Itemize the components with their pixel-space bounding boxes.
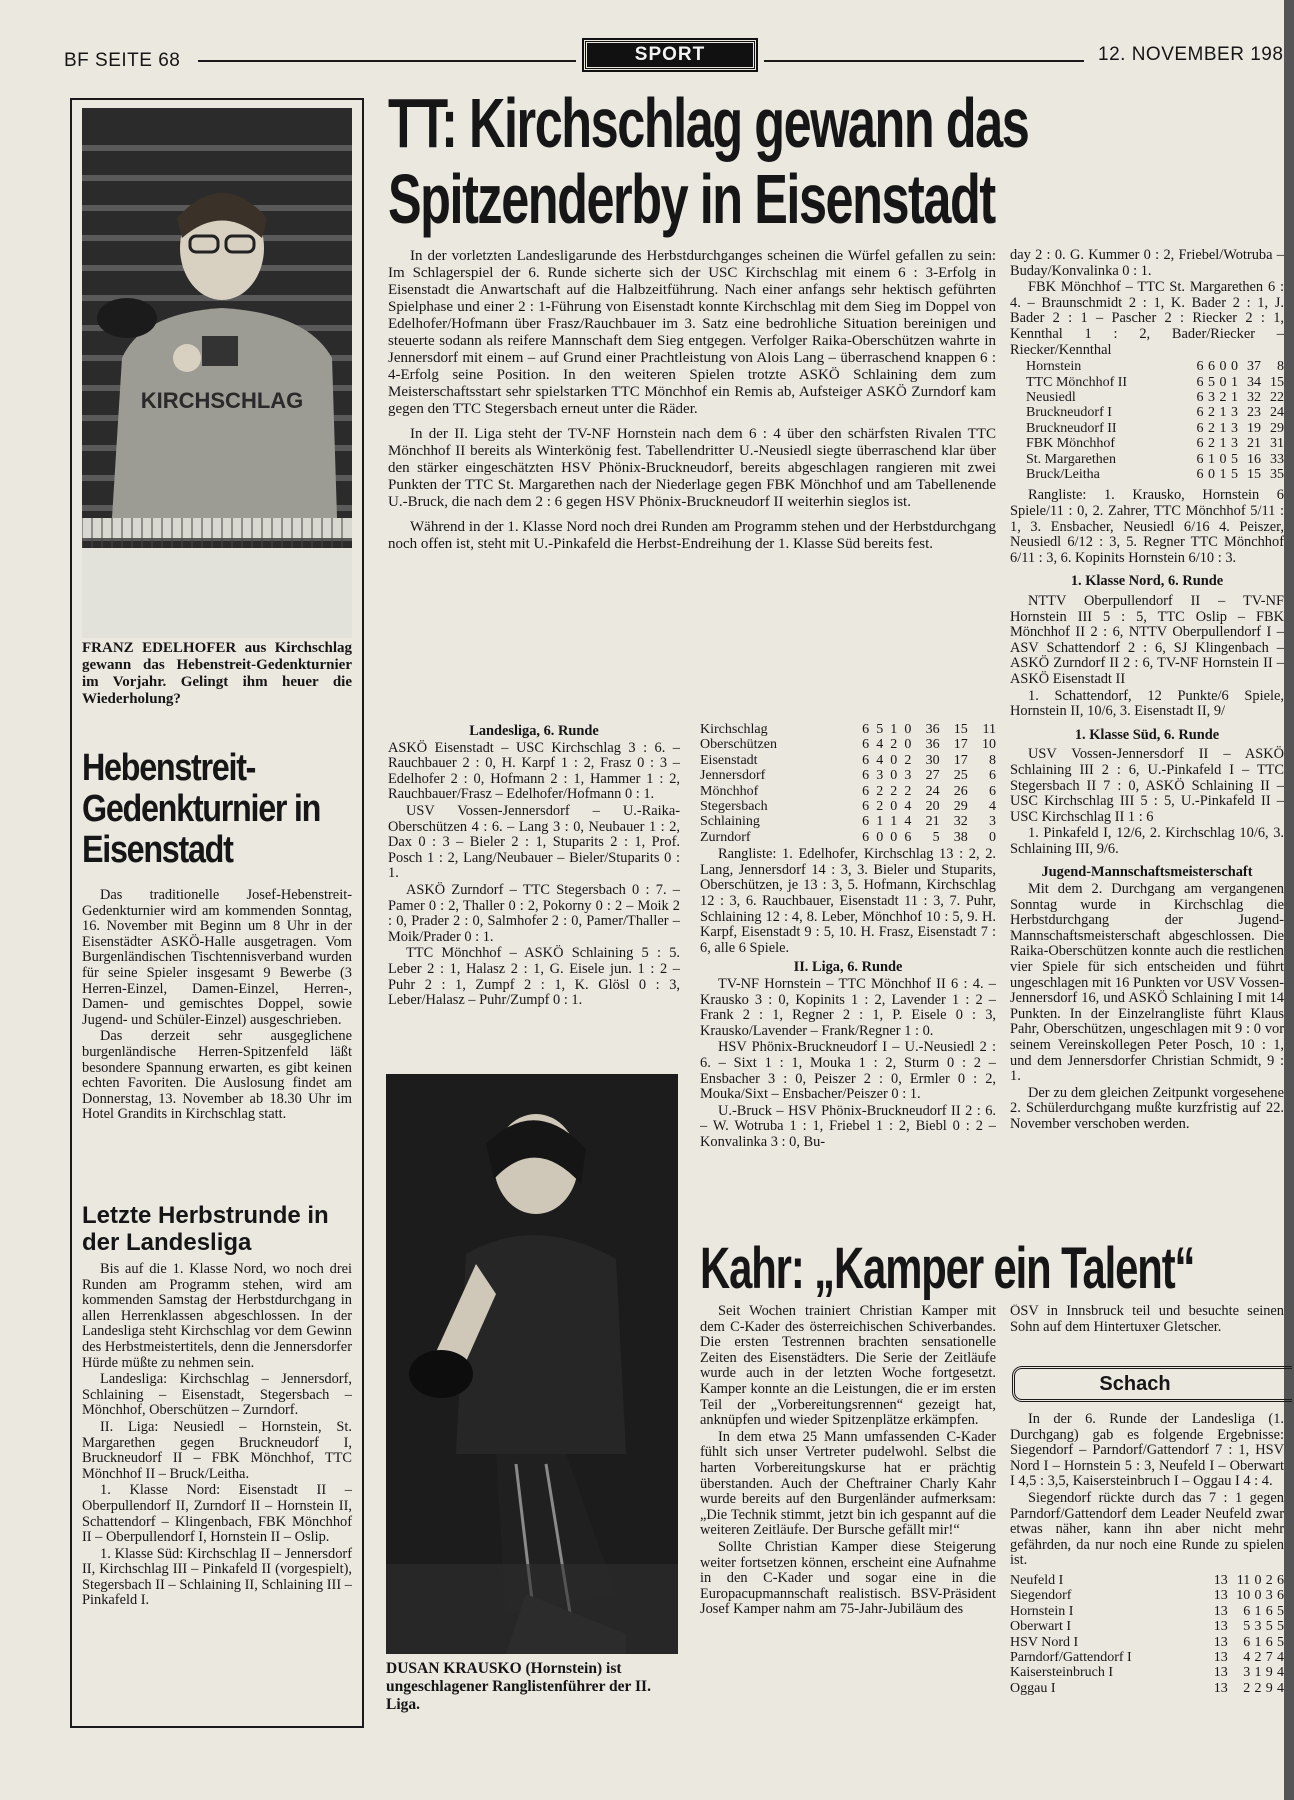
hebenstreit-headline-text: Hebenstreit-Gedenkturnier in Eisenstadt [82,747,321,871]
stat-value: 0 [1207,467,1215,482]
stat-value: 6 [1243,1603,1251,1619]
right-result-1: FBK Mönchhof – TTC St. Margarethen 6 : 4. – Braunschmidt 2 : 1, K. Bader 2 : 1, J. Bader 2 : 1 – Pascher 2 : Riecker 2 : 1, Kennthal 1 : 2, Bader/Riecker – Riecker/Kennthal [1010,279,1284,358]
stat-value: 1 [1219,436,1227,452]
stat-value: 7 [1265,1649,1273,1665]
schach-p2: Siegendorf rückte durch das 7 : 1 gegen Parndorf/Gattendorf dem Leader Neufeld zwar etwas näher, kann ihn aber nicht mehr gefährden, da nur noch eine Runde zu spielen ist. [1010,1489,1284,1569]
stat-value: 16 [1246,451,1261,467]
stat-value: 35 [1270,467,1284,482]
stat-value: 11 [982,722,996,737]
page-label: BF SEITE 68 [64,50,181,71]
stat-value: 36 [925,722,940,737]
hebenstreit-p2: Das derzeit sehr ausgeglichene burgenländische Herren-Spitzenfeld läßt besondere Spannung erwarten, es gibt keinen echten Favoriten. Die Auslosung findet am Donnerstag, 13. November ab 18.30 Uhr im Hotel Grandits in Kirchschlag statt. [82,1028,352,1123]
player-photo-krausko [386,1074,678,1654]
table-row [1010,1573,1284,1588]
stat-value: 4 [876,752,884,768]
table-row [700,814,996,829]
stat-value: 6 [862,752,870,768]
results-2liga-heading: II. Liga, 6. Runde [793,959,903,976]
stat-value: 3 [904,768,912,784]
rangliste-landesliga: Rangliste: 1. Edelhofer, Kirchschlag 13 : 2, 2. Lang, Jennersdorf 14 : 3, 3. Bieler und Stuparits, Oberschützen, je 13 : 3, 5. Hofmann, Kirchschlag 12 : 3, 6. Rauchbauer, Eisenstadt 11 : 3, 7. Puhr, Schlaining 12 : 4, 8. Leber, Mönchhof 10 : 5, 9. H. Karpf, Eisenstadt 9 : 5, 10. H. Frasz, Eisenstadt 7 : 6, alle 6 Spiele. [700,846,996,956]
stat-value: 8 [989,752,996,768]
section-badge: SPORT [584,40,756,70]
hebenstreit-p1: Das traditionelle Josef-Hebenstreit-Gedenkturnier wird am kommenden Sonntag, 16. November mit Beginn um 8 Uhr in der Eisenstädter ASKÖ-Halle ausgetragen. Vom Burgenländischen Tischtennisverband wurden für seine Spieler insgesamt 9 Bewerbe (3 Herren-Einzel, Damen-Einzel, Herren-, Damen- und gemischtes Doppel, sowie Jugend- und Schüler-Einzel) ausgeschrieben. [82,887,352,1028]
table-row [1026,359,1284,374]
team-name: Bruck/Leitha [1026,467,1100,482]
kahr-col-2 [1010,1304,1284,1336]
team-name: Oberschützen [700,737,777,753]
sued-heading: 1. Klasse Süd, 6. Runde [1074,726,1220,743]
stat-value: 17 [953,752,968,768]
team-name: Siegendorf [1010,1588,1072,1604]
team-name: Kirchschlag [700,722,768,737]
stat-value: 25 [953,768,968,784]
stat-value: 5 [932,829,940,845]
sued-rank: 1. Pinkafeld I, 12/6, 2. Kirchschlag 10/6, 3. Schlaining III, 9/6. [1010,825,1284,857]
stat-value: 24 [925,783,940,799]
kahr-headline: Kahr: „Kamper ein Talent“ [700,1236,1195,1301]
stat-value: 1 [1219,467,1227,482]
stat-value: 6 [1196,420,1204,436]
stat-value: 0 [890,799,898,815]
stat-value: 19 [1246,420,1261,436]
stat-value: 4 [904,799,912,815]
stat-value: 1 [1254,1603,1262,1619]
stat-value: 4 [1277,1680,1284,1696]
stat-value: 32 [953,814,968,830]
2liga-table [1026,359,1284,482]
team-name: Parndorf/Gattendorf I [1010,1649,1132,1665]
kahr-p1: Seit Wochen trainiert Christian Kamper mit dem C-Kader des österreichischen Schiverbandes. Die ersten Testrennen brachten sensationelle Zeiten des Eisenstädters. Die Serie der Zeitläufe wurde auch in der letzten Woche fortgesetzt. Kamper konnte an die Leistungen, die er im ersten Teil der „Vorbereitungsrennen“ gezeigt hat, anknüpfen und wieder Spitzenplätze erkämpfen. [700,1304,996,1429]
stat-value: 6 [1196,359,1204,375]
stat-value: 3 [1254,1619,1262,1635]
stat-value: 0 [989,829,996,845]
table-row [1010,1588,1284,1603]
stat-value: 6 [862,829,870,845]
nord-results: NTTV Oberpullendorf II – TV-NF Hornstein III 5 : 5, TTC Oslip – FBK Mönchhof II 2 : 6, NTTV Oberpullendorf I – ASV Schattendorf 2 : 6, SJ Klingenbach – ASKÖ Zurndorf II 2 : 6, TV-NF Hornstein II – ASKÖ Eisenstadt II [1010,592,1284,687]
stat-value: 4 [876,737,884,753]
table-row [1010,1604,1284,1619]
table-row [1026,375,1284,390]
page-edge [1284,0,1294,1800]
stat-value: 2 [1219,389,1227,405]
table-row [1010,1665,1284,1680]
stat-value: 21 [925,814,940,830]
stat-value: 9 [1265,1680,1273,1696]
stat-value: 5 [1277,1603,1284,1619]
stat-value: 5 [1207,374,1215,390]
result-3: ASKÖ Zurndorf – TTC Stegersbach 0 : 7. – Pamer 0 : 2, Thaller 0 : 2, Pokorny 0 : 2 – Moik 2 : 0, Prader 2 : 0, Salmhofer 2 : 0, Pamer/Thaller – Moik/Prader 0 : 1. [388,881,680,945]
herbstrunde-headline: Letzte Herbstrunde in der Landesliga [82,1202,329,1256]
stat-value: 5 [1230,451,1238,467]
stat-value: 5 [876,722,884,737]
table-row [1026,452,1284,467]
team-name: FBK Mönchhof [1026,436,1116,452]
stat-value: 2 [876,783,884,799]
team-name: Neufeld I [1010,1572,1064,1588]
stat-value: 1 [1254,1634,1262,1650]
stat-value: 27 [925,768,940,784]
stat-value: 6 [862,814,870,830]
player-photo-edelhofer [82,108,352,638]
right-top: day 2 : 0. G. Kummer 0 : 2, Friebel/Wotruba – Buday/Konvalinka 0 : 1. [1010,248,1284,279]
stat-value: 3 [1207,389,1215,405]
jugend-heading: Jugend-Mannschaftsmeisterschaft [1041,864,1253,881]
stat-value: 4 [1243,1649,1251,1665]
stat-value: 1 [1254,1665,1262,1681]
landesliga-table [700,722,996,845]
stat-value: 2 [890,737,898,753]
stat-value: 6 [904,829,912,845]
table-row [700,768,996,783]
team-name: Hornstein I [1010,1603,1074,1619]
stat-value: 1 [1230,389,1238,405]
hebenstreit-headline [82,748,362,871]
stat-value: 3 [989,814,996,830]
stat-value: 23 [1246,405,1261,421]
kneeling-player-image [386,1074,678,1654]
stat-value: 6 [1277,1588,1284,1604]
team-name: HSV Nord I [1010,1634,1079,1650]
stat-value: 3 [876,768,884,784]
schach-p1: In der 6. Runde der Landesliga (1. Durchgang) gab es folgende Ergebnisse: Siegendorf – Parndorf/Gattendorf 7 : 1, HSV Nord I – Hornstein 5 : 3, Neufeld I – Oberwart I 4,5 : 3,5, Kaisersteinbruch I – Oggau I 4 : 4. [1010,1412,1284,1490]
main-article [388,248,996,556]
kahr-p2: In dem etwa 25 Mann umfassenden C-Kader fühlt sich unser Vertreter pudelwohl. Selbst die harten Vorbereitungskurse hat er prächtig überstanden. Auch der Cheftrainer Charly Kahr wurde bereits auf den Burgenländer aufmerksam: „Die Technik stimmt, jetzt bin ich gespannt auf die weiteren Zeitläufe. Der Bursche gefällt mir!“ [700,1428,996,1539]
sued-results: USV Vossen-Jennersdorf II – ASKÖ Schlaining III 2 : 6, U.-Pinkafeld I – TTC Stegersbach II 7 : 0, ASKÖ Schlaining II – USC Kirchschlag III 5 : 5, U.-Pinkafeld II – USC Kirchschlag II 1 : 6 [1010,746,1284,825]
stat-value: 17 [953,737,968,753]
stat-value: 6 [989,783,996,799]
schach-table [1010,1573,1284,1696]
team-name: Oberwart I [1010,1619,1072,1635]
jugend-p1: Mit dem 2. Durchgang am vergangenen Sonntag wurde in Kirchschlag die Herbstdurchgang der Jugend-Mannschaftsmeisterschaft abgeschlossen. Die Raika-Oberschützen konnte auch die restlichen vier Spiele für sich entscheiden und führt ungeschlagen mit 16 Punkten vor USV Vossen-Jennersdorf 16, und ASKÖ Schlaining I mit 14 Punkten. In der Einzelrangliste führt Klaus Pahr, Oberschützen, ungeschlagen mit 9 : 0 vor seinem Vereinskollegen Peter Posch, 10 : 1, und dem Jennersdorfer Christian Schmidt, 9 : 1. [1010,881,1284,1085]
stat-value: 6 [1243,1634,1251,1650]
stat-value: 6 [862,737,870,753]
stat-value: 30 [925,752,940,768]
stat-value: 0 [1254,1588,1262,1604]
stat-value: 13 [1213,1680,1228,1696]
table-row [700,737,996,752]
table-row [700,722,996,737]
table-row [700,784,996,799]
stat-value: 13 [1213,1588,1228,1604]
stat-value: 5 [1277,1634,1284,1650]
stat-value: 3 [1230,420,1238,436]
schach-heading: Schach [1099,1373,1171,1395]
stat-value: 29 [953,799,968,815]
stat-value: 10 [1236,1588,1251,1604]
stat-value: 1 [1230,374,1238,390]
left-photo-caption: FRANZ EDELHOFER aus Kirchschlag gewann das Hebenstreit-Gedenkturnier im Vorjahr. Gelingt ihm heuer die Wiederholung? [82,640,352,707]
table-row [700,753,996,768]
stat-value: 15 [1246,467,1261,482]
issue-date: 12. NOVEMBER 198 [1098,44,1284,65]
herbstrunde-p5: 1. Klasse Süd: Kirchschlag II – Jennersdorf II, Kirchschlag III – Pinkafeld II (vorgespielt), Stegersbach II – Schlaining II, Schlaining III – Pinkafeld I. [82,1545,352,1609]
stat-value: 0 [904,722,912,737]
team-name: Zurndorf [700,829,751,845]
kahr-p3: Sollte Christian Kamper diese Steigerung weiter fortsetzen können, erscheint eine Aufnahme in den C-Kader und sogar eine in die Europacupmannschaft realistisch. BSV-Präsident Josef Kamper nahm am 75-Jahr-Jubiläum des [700,1538,996,1618]
stat-value: 0 [1254,1572,1262,1588]
stat-value: 6 [862,768,870,784]
table-row [700,830,996,845]
stat-value: 6 [1196,405,1204,421]
herbstrunde-p2: Landesliga: Kirchschlag – Jennersdorf, Schlaining – Eisenstadt, Stegersbach – Mönchhof, Oberschützen – Zurndorf. [82,1371,352,1419]
stat-value: 2 [1207,436,1215,452]
stat-value: 0 [890,752,898,768]
team-name: Eisenstadt [700,752,758,768]
stat-value: 3 [1230,405,1238,421]
stat-value: 4 [1277,1665,1284,1681]
stat-value: 1 [1207,451,1215,467]
stat-value: 0 [876,829,884,845]
middle-photo-caption: DUSAN KRAUSKO (Hornstein) ist ungeschlagener Ranglistenführer der II. Liga. [386,1660,651,1713]
stat-value: 29 [1270,420,1284,436]
stat-value: 0 [1219,359,1227,375]
schach-body [1010,1412,1284,1696]
stat-value: 1 [1219,420,1227,436]
stat-value: 1 [876,814,884,830]
stat-value: 34 [1246,374,1261,390]
result-2liga-1: TV-NF Hornstein – TTC Mönchhof II 6 : 4. – Krausko 3 : 0, Kopinits 1 : 2, Lavender 1 : 2 – Frank 2 : 1, Regner 2 : 1, P. Eisele 0 : 3, Krausko/Lavender – Frank/Regner 1 : 0. [700,976,996,1039]
stat-value: 2 [876,799,884,815]
team-name: Jennersdorf [700,768,766,784]
stat-value: 3 [1243,1665,1251,1681]
right-rangliste: Rangliste: 1. Krausko, Hornstein 6 Spiele/11 : 0, 2. Zahrer, TTC Mönchhof 5/11 : 1, 3. Ensbacher, Neusiedl 6/16 4. Peiszer, Neusiedl 6/12 : 3, 5. Regner TTC Mönchhof 6/11 : 3, 6. Kopinits Hornstein 6/10 : 3. [1010,487,1284,566]
stat-value: 13 [1213,1572,1228,1588]
main-headline-line2: Spitzenderby in Eisenstadt [388,160,995,238]
team-name: Mönchhof [700,783,759,799]
stat-value: 6 [1196,467,1204,482]
stat-value: 0 [1219,374,1227,390]
stat-value: 5 [1243,1619,1251,1635]
team-name: Kaisersteinbruch I [1010,1665,1114,1681]
table-row [1026,436,1284,451]
stat-value: 2 [904,783,912,799]
stat-value: 32 [1246,389,1261,405]
stat-value: 6 [1207,359,1215,375]
stat-value: 36 [925,737,940,753]
team-name: TTC Mönchhof II [1026,374,1128,390]
stat-value: 2 [904,752,912,768]
table-row [1010,1619,1284,1634]
main-article-p3: Während in der 1. Klasse Nord noch drei Runden am Programm stehen und der Herbstdurchgang noch offen ist, steht mit U.-Pinkafeld die Herbst-Endreihung der 1. Klasse Süd bereits fest. [388,519,996,552]
table-row [1026,405,1284,420]
stat-value: 5 [1230,467,1238,482]
result-1: ASKÖ Eisenstadt – USC Kirchschlag 3 : 6. – Rauchbauer 2 : 0, H. Karpf 1 : 2, Frasz 0 : 3 – Edelhofer 2 : 0, Hofmann 2 : 1, Hammer 1 : 2, Rauchbauer/Frasz – Edelhofer/Hofmann 0 : 1. [388,739,680,803]
stat-value: 6 [989,768,996,784]
kahr-col-1 [700,1304,996,1619]
stat-value: 22 [1270,389,1284,405]
stat-value: 20 [925,799,940,815]
team-name: St. Margarethen [1026,451,1116,467]
stat-value: 5 [1277,1619,1284,1635]
table-row [1026,390,1284,405]
stat-value: 2 [1254,1680,1262,1696]
stat-value: 37 [1246,359,1261,375]
table-row [1010,1681,1284,1696]
stat-value: 10 [982,737,996,753]
stat-value: 13 [1213,1619,1228,1635]
stat-value: 11 [1236,1572,1251,1588]
stat-value: 2 [1243,1680,1251,1696]
nord-rank: 1. Schattendorf, 12 Punkte/6 Spiele, Hornstein II, 10/6, 3. Eisenstadt II, 9/ [1010,687,1284,720]
jugend-p2: Der zu dem gleichen Zeitpunkt vorgesehene 2. Schülerdurchgang mußte kurzfristig auf 22. November verschoben werden. [1010,1084,1284,1132]
stat-value: 4 [989,799,996,815]
table-tennis-player-image [82,108,352,638]
stat-value: 13 [1213,1603,1228,1619]
stat-value: 6 [1196,374,1204,390]
stat-value: 6 [862,783,870,799]
stat-value: 13 [1213,1649,1228,1665]
stat-value: 9 [1265,1665,1273,1681]
nord-heading: 1. Klasse Nord, 6. Runde [1070,573,1224,590]
stat-value: 1 [1219,405,1227,421]
result-2liga-2: HSV Phönix-Bruckneudorf I – U.-Neusiedl 2 : 6. – Sixt 1 : 1, Mouka 1 : 2, Sturm 0 : 2 – Ensbacher 3 : 0, Peiszer 2 : 0, Ermler 0 : 2, Mouka/Sixt – Ensbacher/Peiszer 0 : 1. [700,1039,996,1103]
table-row [1010,1635,1284,1650]
team-name: Schlaining [700,814,760,830]
result-4: TTC Mönchhof – ASKÖ Schlaining 5 : 5. Leber 2 : 1, Halasz 2 : 1, G. Eisele jun. 1 : 2 – Puhr 2 : 1, Zumpf 2 : 1, K. Glösl 0 : 3, Leber/Halasz – Puhr/Zumpf 0 : 1. [388,945,680,1009]
herbstrunde-p4: 1. Klasse Nord: Eisenstadt II – Oberpullendorf II, Zurndorf II – Hornstein II, Schattendorf – Klingenbach, FBK Mönchhof II – Oberpullendorf I, Hornstein II – Oslip. [82,1482,352,1546]
stat-value: 6 [862,799,870,815]
schach-heading-box [1012,1366,1292,1402]
stat-value: 6 [1196,436,1204,452]
stat-value: 0 [890,829,898,845]
team-name: Bruckneudorf I [1026,405,1112,421]
shirt-text: KIRCHSCHLAG [140,388,304,413]
right-column [1010,248,1284,1134]
main-article-p1: In der vorletzten Landesligarunde des Herbstdurchganges scheinen die Würfel gefallen zu sein: Im Schlagerspiel der 6. Runde sicherte sich der USC Kirchschlag mit einem 6 : 3-Erfolg in Eisenstadt die Anwartschaft auf die Halbzeitführung. Nach einer anfangs sehr hektisch geführten Spielphase und einer 2 : 1-Führung von Eisenstadt konnte Kirchschlag mit dem Sieg im Doppel von Edelhofer/Hofmann über Frasz/Rauchbauer im 3. Satz eine bedrohliche Situation bereinigen und steuerte sodann als reifere Mannschaft dem Sieg entgegen. Verfolger Raika-Oberschützen wahrte in Jennersdorf mit einem – auf Grund einer Prachtleistung von Alois Lang – überraschend knappen 6 : 4-Erfolg seine Position. In den weiteren Spielen trotzte ASKÖ Schlaining dem zum Meisterschaftsstart sehr spielstarken TTC Mönchhof ein Remis ab, Aufsteiger ASKÖ Zurndorf kam gegen den TTC Stegersbach erneut unter die Räder. [388,248,996,417]
stat-value: 2 [1265,1572,1273,1588]
team-name: Bruckneudorf II [1026,420,1117,436]
stat-value: 3 [1230,436,1238,452]
team-name: Neusiedl [1026,389,1076,405]
herbstrunde-body [82,1262,352,1610]
stat-value: 24 [1270,405,1284,421]
table-row [1010,1650,1284,1665]
stat-value: 6 [1196,451,1204,467]
stat-value: 33 [1270,451,1284,467]
stat-value: 6 [1277,1572,1284,1588]
stat-value: 0 [890,768,898,784]
stat-value: 3 [1265,1588,1273,1604]
stat-value: 38 [953,829,968,845]
herbstrunde-p3: II. Liga: Neusiedl – Hornstein, St. Margarethen gegen Bruckneudorf I, Bruckneudorf II – FBK Mönchhof, TTC Mönchhof II – Bruck/Leitha. [82,1418,352,1482]
results-landesliga [388,724,680,1010]
stat-value: 4 [904,814,912,830]
results-mid-column [700,722,996,1152]
main-article-p2: In der II. Liga steht der TV-NF Hornstein nach dem 6 : 4 über den schärfsten Rivalen TTC Mönchhof II bereits als Winterkönig fest. Tabellendritter U.-Neusiedl siegte überraschend klar über den stärker eingeschätzten HSV Phönix-Bruckneudorf, bereits abgeschlagen rangieren mit zwei Punkten der TTC St. Margarethen nach der Niederlage gegen FBK Mönchhof und am Tabellenende U.-Bruck, die nach dem 2 : 6 gegen HSV Phönix-Bruckneudorf II weiterhin sieglos ist. [388,426,996,510]
header-rule-left [198,60,576,62]
table-row [700,799,996,814]
team-name: Hornstein [1026,359,1082,375]
stat-value: 26 [953,783,968,799]
table-row [1026,467,1284,482]
team-name: Stegersbach [700,799,768,815]
results-landesliga-heading: Landesliga, 6. Runde [469,724,599,739]
hebenstreit-body [82,888,352,1124]
stat-value: 6 [1265,1634,1273,1650]
stat-value: 2 [1207,405,1215,421]
team-name: Oggau I [1010,1680,1056,1696]
stat-value: 0 [904,737,912,753]
stat-value: 0 [1230,359,1238,375]
stat-value: 4 [1277,1649,1284,1665]
stat-value: 5 [1265,1619,1273,1635]
stat-value: 21 [1246,436,1261,452]
stat-value: 13 [1213,1665,1228,1681]
stat-value: 6 [1196,389,1204,405]
main-headline-line1: TT: Kirchschlag gewann das [388,84,1029,162]
kahr-p4: ÖSV in Innsbruck teil und besuchte seinen Sohn auf dem Hintertuxer Gletscher. [1010,1304,1284,1335]
stat-value: 0 [1219,451,1227,467]
stat-value: 1 [890,722,898,737]
stat-value: 13 [1213,1634,1228,1650]
result-2liga-3: U.-Bruck – HSV Phönix-Bruckneudorf II 2 : 6. – W. Wotruba 1 : 1, Friebel 1 : 2, Biebl 0 : 2 – Konvalinka 3 : 0, Bu- [700,1102,996,1150]
stat-value: 31 [1270,436,1284,452]
stat-value: 15 [1270,374,1284,390]
stat-value: 15 [953,722,968,737]
stat-value: 2 [1254,1649,1262,1665]
table-row [1026,421,1284,436]
stat-value: 6 [862,722,870,737]
stat-value: 1 [890,814,898,830]
stat-value: 8 [1277,359,1284,375]
stat-value: 2 [890,783,898,799]
stat-value: 2 [1207,420,1215,436]
result-2: USV Vossen-Jennersdorf – U.-Raika-Oberschützen 4 : 6. – Lang 3 : 0, Neubauer 1 : 2, Dax 0 : 3 – Bieler 2 : 1, Stuparits 2 : 1, Prof. Posch 1 : 2, Lang/Neubauer – Bieler/Stuparits 0 : 1. [388,802,680,882]
header-rule-right [764,60,1084,62]
stat-value: 6 [1265,1603,1273,1619]
herbstrunde-p1: Bis auf die 1. Klasse Nord, wo noch drei Runden am Programm stehen, wird am kommenden Samstag der Herbstdurchgang in allen Herrenklassen abgeschlossen. In der Landesliga steht Kirchschlag vor dem Gewinn des Herbstmeistertitels, denn die Jennersdorfer Hürde müßte zu nehmen sein. [82,1261,352,1371]
